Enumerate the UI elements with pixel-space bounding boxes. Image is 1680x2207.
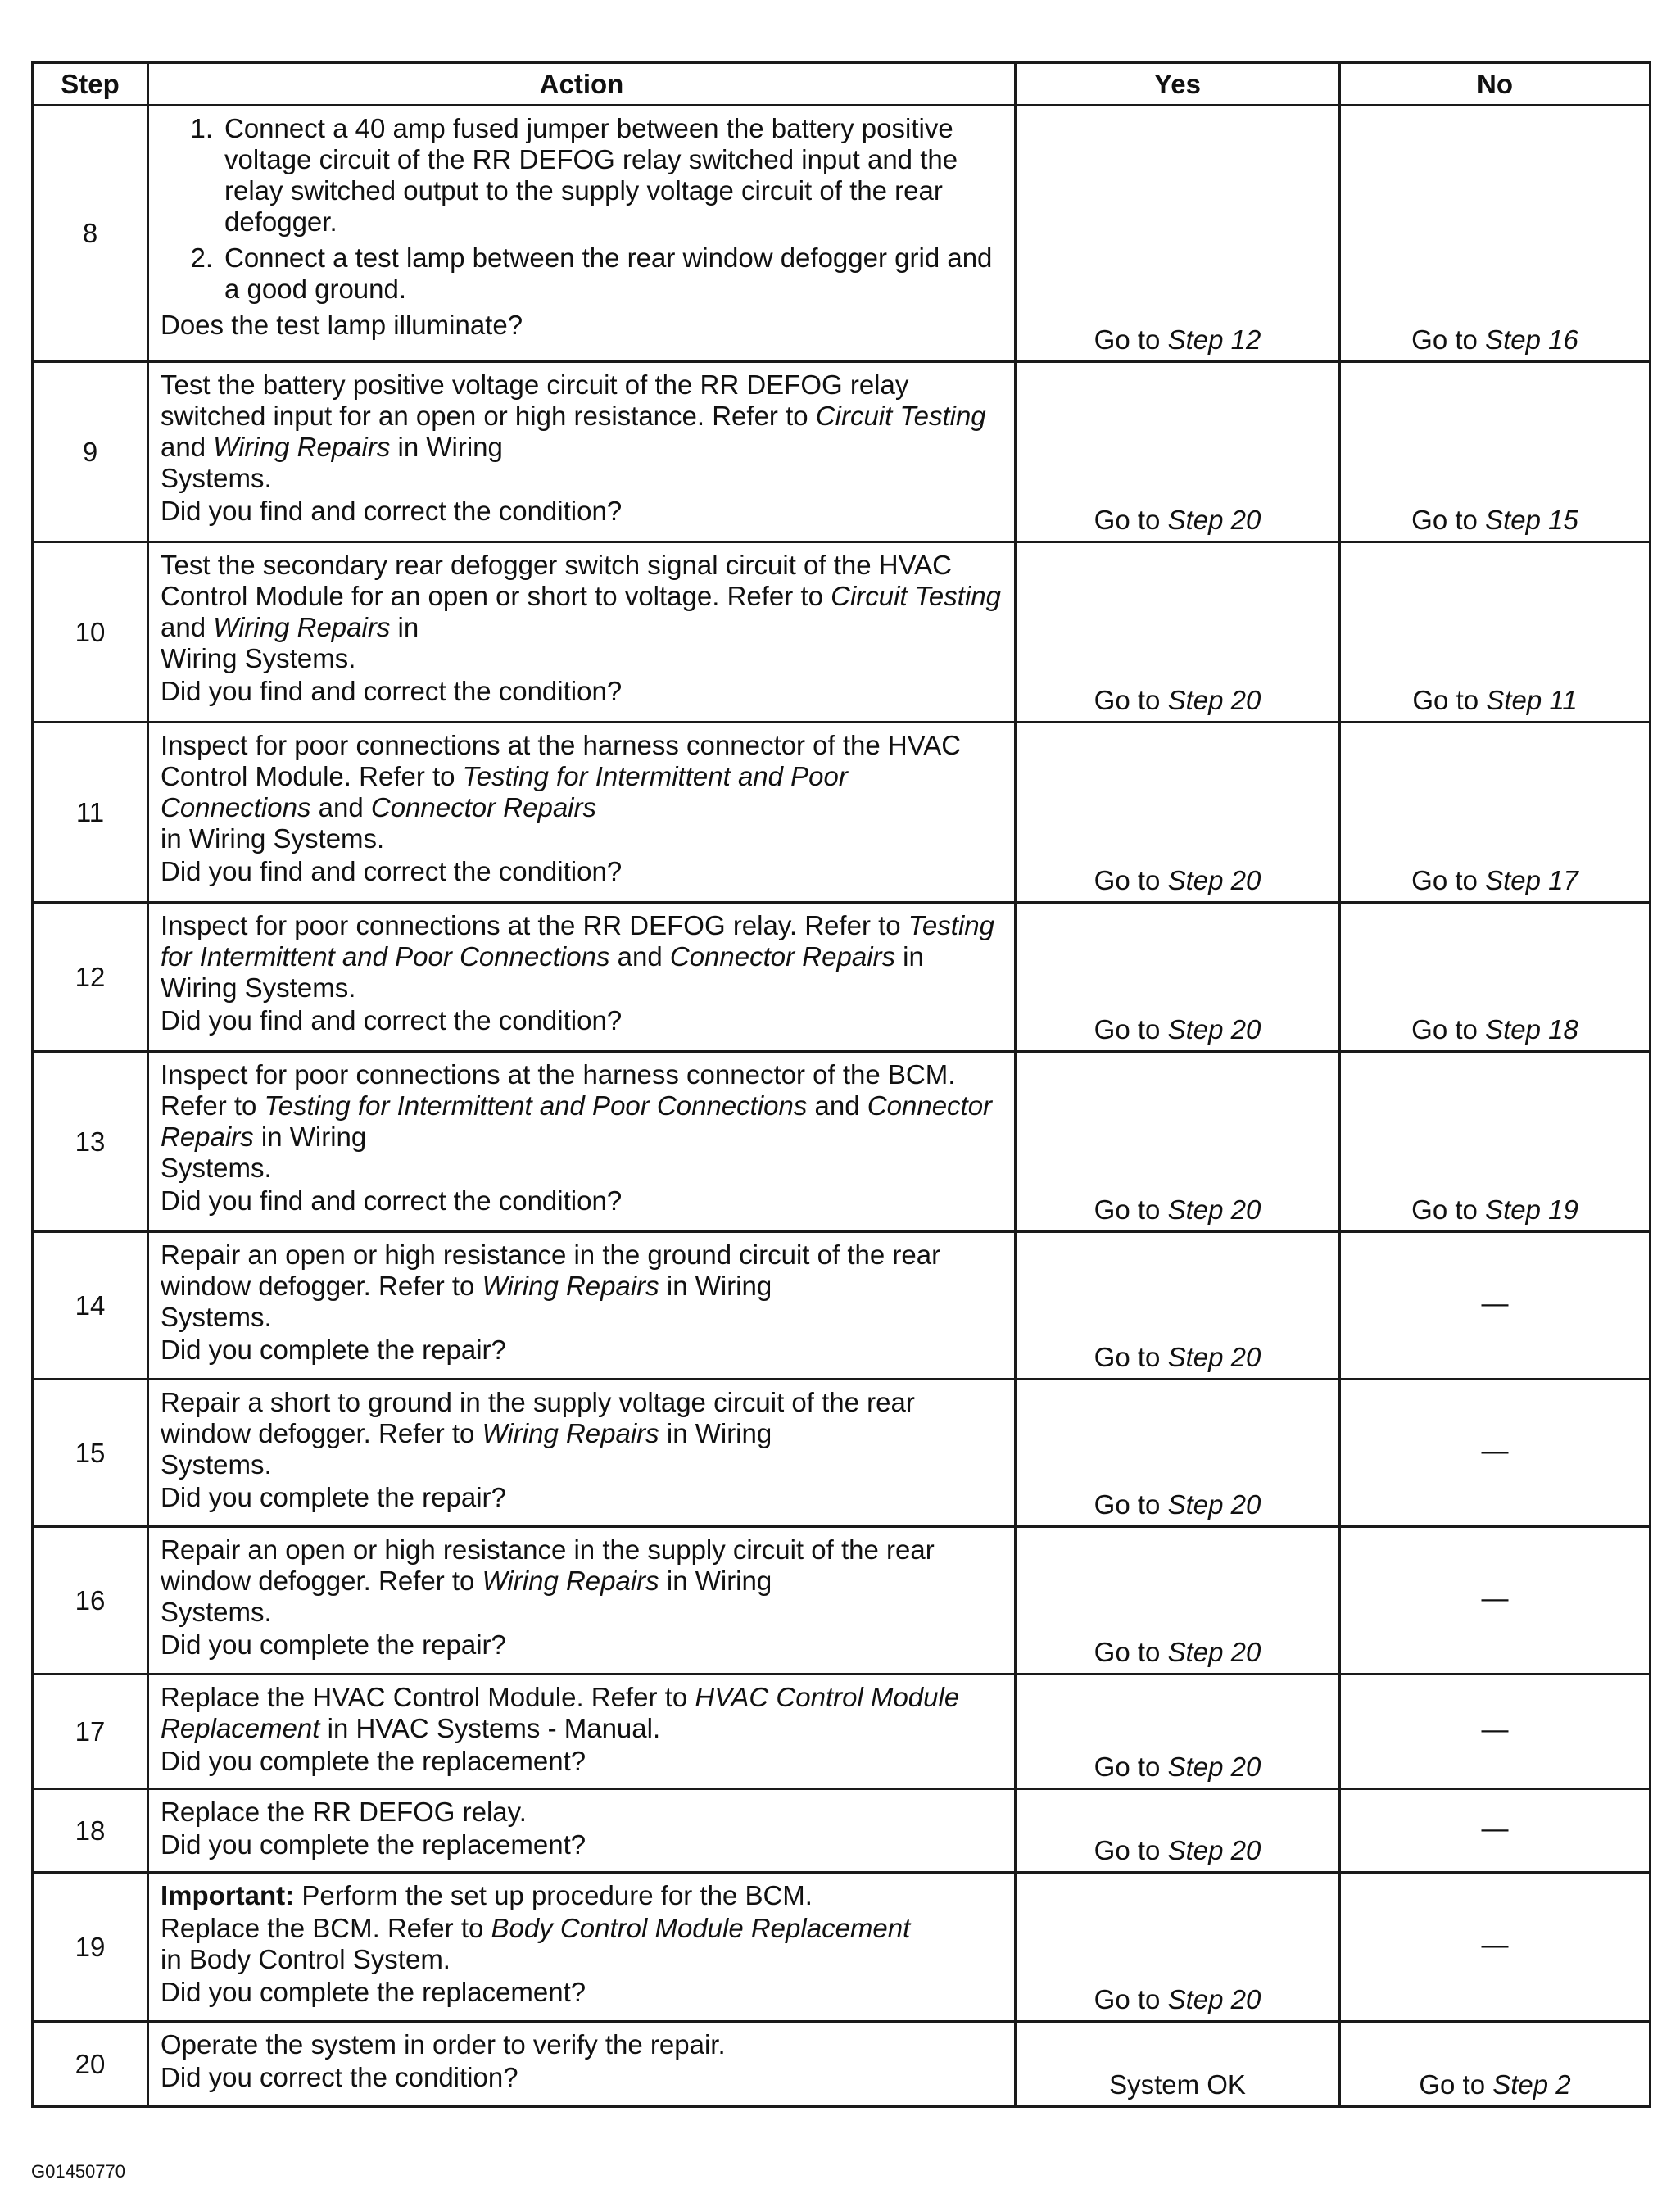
step-reference: Step 20 bbox=[1167, 865, 1261, 895]
step-number: 14 bbox=[33, 1232, 148, 1380]
step-reference: Step 20 bbox=[1167, 1752, 1261, 1782]
no-action-dash: — bbox=[1481, 1812, 1509, 1843]
action-question: Did you find and correct the condition? bbox=[161, 1005, 623, 1036]
action-cell bbox=[148, 1380, 1016, 1527]
header-step: Step bbox=[33, 63, 148, 106]
no-result bbox=[1340, 2022, 1651, 2107]
action-instruction: Test the secondary rear defogger switch signal circuit of the HVAC Control Module for an open or short to voltage. Refer to Circuit Testing and Wiring Repairs in Wiring Systems. bbox=[161, 550, 1001, 673]
no-result bbox=[1340, 723, 1651, 903]
step-reference: Step 20 bbox=[1167, 1489, 1261, 1520]
step-reference: Step 20 bbox=[1167, 1194, 1261, 1225]
table-row bbox=[33, 2022, 1651, 2107]
step-number: 19 bbox=[33, 1873, 148, 2022]
goto-prefix: Go to bbox=[1094, 324, 1161, 355]
table-row bbox=[33, 1527, 1651, 1675]
action-question: Did you find and correct the condition? bbox=[161, 856, 623, 886]
step-number: 10 bbox=[33, 542, 148, 723]
action-question: Did you find and correct the condition? bbox=[161, 676, 623, 706]
no-result bbox=[1340, 903, 1651, 1052]
goto-prefix: Go to bbox=[1094, 865, 1161, 895]
no-action-dash: — bbox=[1481, 1713, 1509, 1744]
no-result bbox=[1340, 1232, 1651, 1380]
step-reference: Step 12 bbox=[1167, 324, 1261, 355]
yes-result bbox=[1016, 1675, 1340, 1789]
list-item-text: Connect a 40 amp fused jumper between the battery positive voltage circuit of the RR DEFOG relay switched input and the relay switched output to the supply voltage circuit of the rear defogger. bbox=[224, 113, 958, 237]
step-reference: Step 16 bbox=[1485, 324, 1578, 355]
list-item bbox=[161, 113, 1004, 238]
yes-result bbox=[1016, 1232, 1340, 1380]
step-reference: Step 20 bbox=[1167, 1014, 1261, 1045]
action-question: Did you correct the condition? bbox=[161, 2062, 518, 2092]
table-row bbox=[33, 1675, 1651, 1789]
action-cell bbox=[148, 106, 1016, 362]
no-result bbox=[1340, 1380, 1651, 1527]
no-result bbox=[1340, 1675, 1651, 1789]
step-number: 17 bbox=[33, 1675, 148, 1789]
header-action: Action bbox=[148, 63, 1016, 106]
no-action-dash: — bbox=[1481, 1582, 1509, 1613]
step-reference: Step 18 bbox=[1485, 1014, 1578, 1045]
goto-prefix: Go to bbox=[1412, 685, 1479, 715]
step-reference: Step 17 bbox=[1485, 865, 1578, 895]
yes-result bbox=[1016, 1789, 1340, 1873]
no-result bbox=[1340, 1873, 1651, 2022]
no-action-dash: — bbox=[1481, 1287, 1509, 1318]
yes-result bbox=[1016, 2022, 1340, 2107]
list-item bbox=[161, 242, 1004, 305]
goto-prefix: Go to bbox=[1094, 1342, 1161, 1372]
step-number: 9 bbox=[33, 362, 148, 542]
action-question: Does the test lamp illuminate? bbox=[161, 310, 523, 340]
action-question: Did you complete the repair? bbox=[161, 1629, 506, 1660]
no-result bbox=[1340, 106, 1651, 362]
action-instruction: Inspect for poor connections at the harness connector of the HVAC Control Module. Refer to Testing for Intermittent and Poor Connections and Connector Repairs in Wiring Systems. bbox=[161, 730, 962, 854]
no-result bbox=[1340, 1052, 1651, 1232]
step-number: 8 bbox=[33, 106, 148, 362]
action-instruction: Repair a short to ground in the supply voltage circuit of the rear window defogger. Refer to Wiring Repairs in Wiring Systems. bbox=[161, 1387, 915, 1480]
no-result bbox=[1340, 1789, 1651, 1873]
goto-prefix: Go to bbox=[1411, 505, 1478, 535]
table-row bbox=[33, 542, 1651, 723]
action-instruction: Replace the RR DEFOG relay. bbox=[161, 1797, 527, 1827]
header-yes: Yes bbox=[1016, 63, 1340, 106]
action-instruction: Repair an open or high resistance in the supply circuit of the rear window defogger. Refer to Wiring Repairs in Wiring Systems. bbox=[161, 1534, 935, 1627]
header-no: No bbox=[1340, 63, 1651, 106]
action-cell bbox=[148, 542, 1016, 723]
yes-result bbox=[1016, 106, 1340, 362]
no-action-dash: — bbox=[1481, 1434, 1509, 1466]
action-instruction: Operate the system in order to verify the repair. bbox=[161, 2029, 726, 2060]
goto-prefix: Go to bbox=[1411, 324, 1478, 355]
step-number: 13 bbox=[33, 1052, 148, 1232]
step-reference: Step 20 bbox=[1167, 1637, 1261, 1667]
yes-result bbox=[1016, 1380, 1340, 1527]
action-instruction: Important: Perform the set up procedure for the BCM. bbox=[161, 1880, 813, 1910]
action-cell bbox=[148, 362, 1016, 542]
step-number: 20 bbox=[33, 2022, 148, 2107]
action-question: Did you find and correct the condition? bbox=[161, 1185, 623, 1216]
action-question: Did you complete the replacement? bbox=[161, 1746, 586, 1776]
step-number: 18 bbox=[33, 1789, 148, 1873]
yes-result bbox=[1016, 362, 1340, 542]
action-cell bbox=[148, 903, 1016, 1052]
goto-prefix: Go to bbox=[1094, 1637, 1161, 1667]
list-item-number: 2. bbox=[190, 242, 213, 273]
numbered-list bbox=[161, 113, 1004, 305]
action-instruction: Replace the HVAC Control Module. Refer to HVAC Control Module Replacement in HVAC Systems - Manual. bbox=[161, 1682, 960, 1743]
table-row bbox=[33, 1789, 1651, 1873]
diagnostic-table bbox=[31, 61, 1651, 2108]
yes-result bbox=[1016, 1527, 1340, 1675]
action-question: Did you complete the repair? bbox=[161, 1335, 506, 1365]
goto-prefix: Go to bbox=[1094, 1835, 1161, 1865]
step-number: 15 bbox=[33, 1380, 148, 1527]
table-body bbox=[33, 106, 1651, 2107]
yes-result bbox=[1016, 1052, 1340, 1232]
no-result bbox=[1340, 1527, 1651, 1675]
goto-prefix: Go to bbox=[1419, 2069, 1486, 2100]
step-reference: Step 15 bbox=[1485, 505, 1578, 535]
table-row bbox=[33, 362, 1651, 542]
action-instruction: Inspect for poor connections at the RR DEFOG relay. Refer to Testing for Intermittent and Poor Connections and Connector Repairs in Wiring Systems. bbox=[161, 910, 994, 1003]
step-number: 11 bbox=[33, 723, 148, 903]
action-cell bbox=[148, 1873, 1016, 2022]
table-row bbox=[33, 106, 1651, 362]
result-text: System OK bbox=[1109, 2069, 1246, 2100]
list-item-number: 1. bbox=[190, 113, 213, 143]
action-question: Did you complete the replacement? bbox=[161, 1829, 586, 1860]
table-row bbox=[33, 723, 1651, 903]
goto-prefix: Go to bbox=[1411, 1194, 1478, 1225]
goto-prefix: Go to bbox=[1094, 685, 1161, 715]
action-instruction: Repair an open or high resistance in the ground circuit of the rear window defogger. Refer to Wiring Repairs in Wiring Systems. bbox=[161, 1239, 941, 1332]
action-cell bbox=[148, 2022, 1016, 2107]
goto-prefix: Go to bbox=[1094, 505, 1161, 535]
step-number: 16 bbox=[33, 1527, 148, 1675]
goto-prefix: Go to bbox=[1094, 1194, 1161, 1225]
table-row bbox=[33, 1232, 1651, 1380]
step-number: 12 bbox=[33, 903, 148, 1052]
action-cell bbox=[148, 1675, 1016, 1789]
action-instruction: Test the battery positive voltage circuit of the RR DEFOG relay switched input for an open or high resistance. Refer to Circuit Testing and Wiring Repairs in Wiring Systems. bbox=[161, 369, 986, 493]
table-row bbox=[33, 1380, 1651, 1527]
step-reference: Step 19 bbox=[1485, 1194, 1578, 1225]
goto-prefix: Go to bbox=[1094, 1014, 1161, 1045]
table-row bbox=[33, 1873, 1651, 2022]
yes-result bbox=[1016, 723, 1340, 903]
yes-result bbox=[1016, 903, 1340, 1052]
goto-prefix: Go to bbox=[1094, 1489, 1161, 1520]
no-action-dash: — bbox=[1481, 1928, 1509, 1960]
goto-prefix: Go to bbox=[1411, 865, 1478, 895]
table-row bbox=[33, 1052, 1651, 1232]
yes-result bbox=[1016, 1873, 1340, 2022]
table-row bbox=[33, 903, 1651, 1052]
no-result bbox=[1340, 362, 1651, 542]
step-reference: Step 2 bbox=[1492, 2069, 1571, 2100]
step-reference: Step 20 bbox=[1167, 1835, 1261, 1865]
goto-prefix: Go to bbox=[1094, 1984, 1161, 2014]
action-instruction: Inspect for poor connections at the harness connector of the BCM. Refer to Testing for Intermittent and Poor Connections and Connector Repairs in Wiring Systems. bbox=[161, 1059, 993, 1183]
list-item-text: Connect a test lamp between the rear window defogger grid and a good ground. bbox=[224, 242, 993, 304]
action-instruction: Replace the BCM. Refer to Body Control Module Replacement in Body Control System. bbox=[161, 1913, 911, 1974]
action-cell bbox=[148, 1232, 1016, 1380]
action-cell bbox=[148, 1527, 1016, 1675]
goto-prefix: Go to bbox=[1411, 1014, 1478, 1045]
action-question: Did you complete the replacement? bbox=[161, 1977, 586, 2007]
step-reference: Step 20 bbox=[1167, 1984, 1261, 2014]
table-header-row bbox=[33, 63, 1651, 106]
step-reference: Step 20 bbox=[1167, 505, 1261, 535]
no-result bbox=[1340, 542, 1651, 723]
action-cell bbox=[148, 1789, 1016, 1873]
action-cell bbox=[148, 1052, 1016, 1232]
figure-code: G01450770 bbox=[31, 2161, 125, 2182]
action-cell bbox=[148, 723, 1016, 903]
goto-prefix: Go to bbox=[1094, 1752, 1161, 1782]
action-question: Did you find and correct the condition? bbox=[161, 496, 623, 526]
yes-result bbox=[1016, 542, 1340, 723]
action-question: Did you complete the repair? bbox=[161, 1482, 506, 1512]
step-reference: Step 20 bbox=[1167, 1342, 1261, 1372]
step-reference: Step 20 bbox=[1167, 685, 1261, 715]
step-reference: Step 11 bbox=[1486, 685, 1578, 715]
